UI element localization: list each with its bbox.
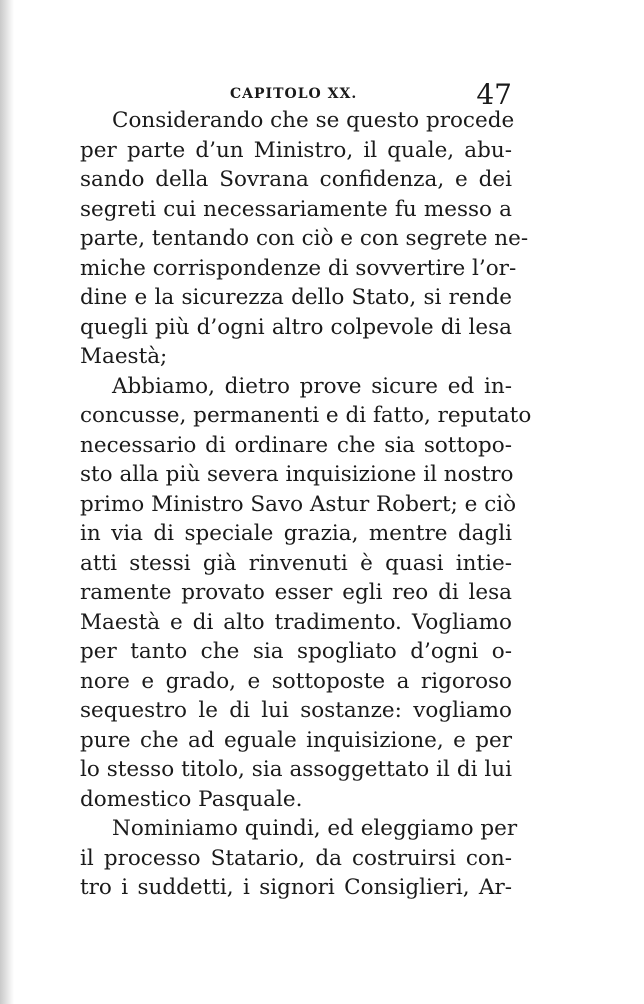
- text-line: pure che ad eguale inquisizione, e per: [80, 727, 512, 753]
- text-line: Nominiamo quindi, ed eleggiamo per: [112, 816, 518, 841]
- text-line: per parte d’un Ministro, il quale, abu-: [80, 137, 512, 163]
- text-line: sto alla più severa inquisizione il nostro: [80, 462, 514, 487]
- text-line: dine e la sicurezza dello Stato, si rende: [80, 285, 512, 310]
- text-line: sando della Sovrana confidenza, e dei: [80, 167, 512, 192]
- text-line: quegli più d’ogni altro colpevole di lesa: [80, 314, 512, 340]
- text-line: domestico Pasquale.: [80, 786, 303, 812]
- text-line: Considerando che se questo procede: [112, 108, 515, 133]
- text-line: concusse, permanenti e di fatto, reputato: [80, 403, 532, 428]
- paragraph-1: [80, 106, 529, 372]
- text-line: nore e grado, e sottoposte a rigoroso: [80, 668, 512, 694]
- text-line: segreti cui necessariamente fu messo a: [80, 196, 512, 222]
- paragraph-2: [80, 372, 532, 815]
- text-line: Maestà;: [80, 344, 168, 369]
- text-line: necessario di ordinare che sia sottopo-: [80, 432, 512, 458]
- running-title: CAPITOLO XX.: [230, 86, 358, 102]
- text-line: il processo Statario, da costruirsi con-: [80, 845, 512, 871]
- paragraph-3: [80, 814, 518, 903]
- text-line: in via di speciale grazia, mentre dagli: [80, 521, 512, 546]
- body-text: [80, 106, 532, 903]
- text-line: Maestà e di alto tradimento. Vogliamo: [80, 609, 512, 635]
- text-line: miche corrispondenze di sovvertire l’or-: [80, 255, 517, 281]
- text-line: primo Ministro Savo Astur Robert; e ciò: [80, 491, 517, 517]
- text-line: atti stessi già rinvenuti è quasi intie-: [80, 550, 512, 576]
- text-line: parte, tentando con ciò e con segrete ne-: [80, 226, 529, 251]
- text-line: ramente provato esser egli reo di lesa: [80, 580, 512, 605]
- page-gutter-shadow: [0, 0, 14, 1004]
- text-line: tro i suddetti, i signori Consiglieri, Ar-: [80, 875, 512, 900]
- text-line: lo stesso titolo, sia assoggettato il di lui: [80, 757, 512, 782]
- text-line: Abbiamo, dietro prove sicure ed in-: [112, 373, 512, 399]
- text-line: sequestro le di lui sostanze: vogliamo: [80, 698, 512, 723]
- text-line: per tanto che sia spogliato d’ogni o-: [80, 639, 512, 664]
- page-number: 47: [476, 78, 512, 111]
